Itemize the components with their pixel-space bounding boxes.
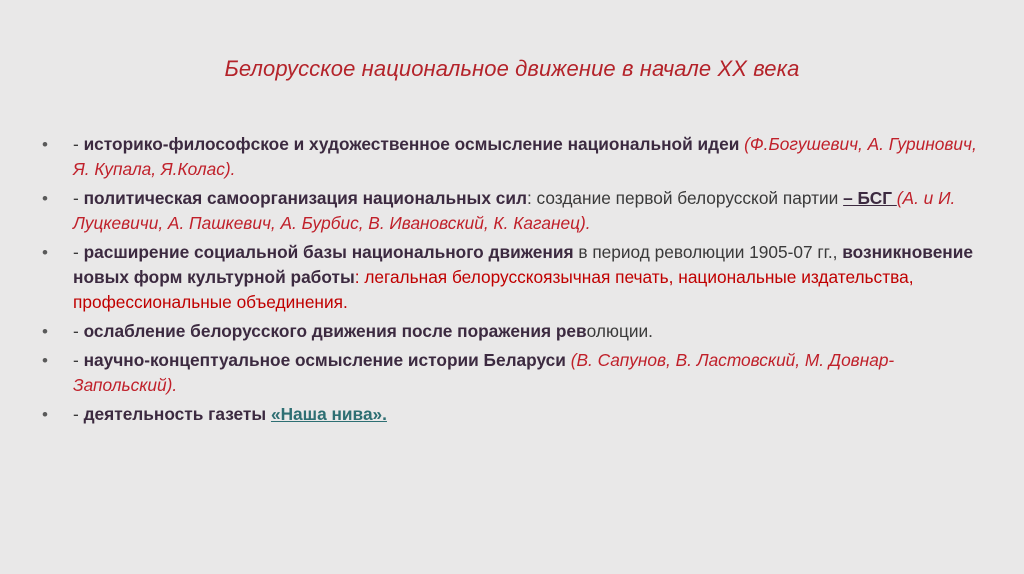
bullet-icon: • [42,189,48,208]
item-dash: - [73,242,84,262]
item-dash: - [73,134,84,154]
bullet-icon: • [42,135,48,154]
newspaper-link[interactable]: «Наша нива». [270,404,387,424]
slide-title: Белорусское национальное движение в начале XX века [224,56,800,81]
list-item [42,319,982,344]
item-colon: : [354,267,360,287]
item-text: олюции. [586,321,653,341]
bullet-icon: • [42,322,48,341]
item-red-text: легальная белорусскоязычная печать, национальные издательства, профессиональные объединения. [73,267,914,312]
item-bold: историко-философское и художественное осмысление национальной идеи [83,134,740,154]
list-item [42,186,982,236]
bullet-icon: • [42,351,48,370]
bullet-icon: • [42,243,48,262]
item-names: (В. Сапунов, В. Ластовский, М. Довнар-Запольский). [73,350,895,395]
item-names: (Ф.Богушевич, А. Гуринович, Я. Купала, Я.Колас). [73,134,977,179]
list-item [42,402,982,427]
item-text: : создание первой белорусской партии [526,188,844,208]
item-bold: деятельность газеты [83,404,271,424]
bullet-icon: • [42,405,48,424]
party-abbr: – БСГ [843,188,897,208]
item-names: (А. и И. Луцкевичи, А. Пашкевич, А. Бурбис, В. Ивановский, К. Каганец). [73,188,956,233]
item-dash: - [73,321,84,341]
item-bold-second: возникновение новых форм культурной работы [73,242,973,287]
bullet-list [42,132,982,431]
item-dash: - [73,350,84,370]
item-bold: научно-концептуальное осмысление истории Беларуси [83,350,566,370]
list-item [42,132,982,182]
list-item [42,240,982,315]
item-dash: - [73,188,84,208]
list-item [42,348,982,398]
item-bold: ослабление белорусского движения после поражения рев [83,321,587,341]
item-bold: политическая самоорганизация национальных сил [83,188,527,208]
item-bold: расширение социальной базы национального движения [83,242,574,262]
item-text: в период революции 1905-07 гг., [573,242,843,262]
item-dash: - [73,404,84,424]
